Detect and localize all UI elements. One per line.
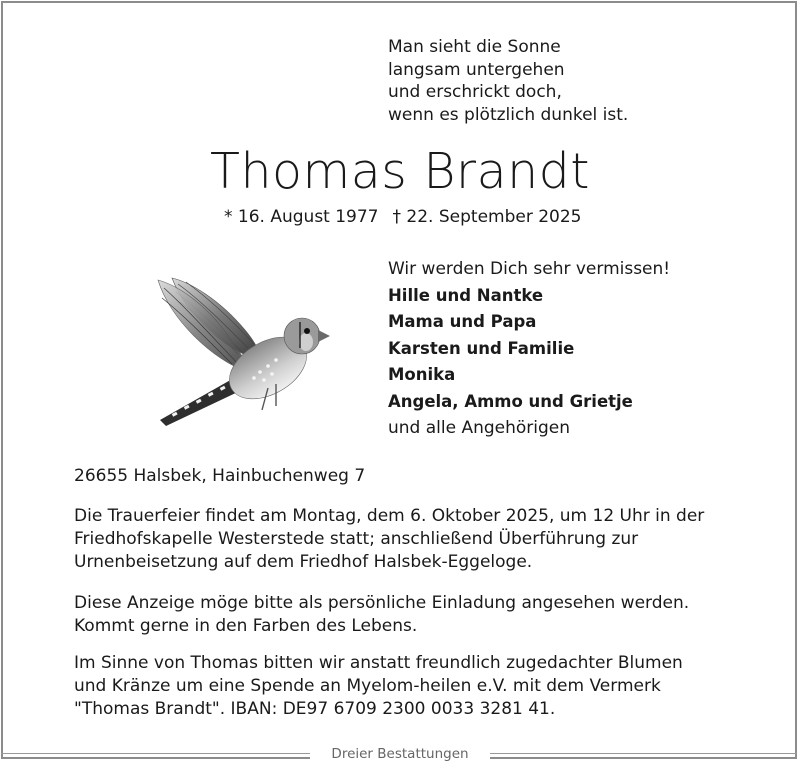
- mourner-name: Hille und Nantke: [388, 285, 544, 305]
- poem-line: und erschrickt doch,: [388, 82, 562, 102]
- mourners-list: [388, 256, 670, 442]
- paragraph-line: Friedhofskapelle Westerstede statt; anschließend Überführung zur: [74, 529, 639, 549]
- poem-line: Man sieht die Sonne: [388, 37, 561, 57]
- paragraph-line: Kommt gerne in den Farben des Lebens.: [74, 616, 418, 636]
- finch-bird-icon: [150, 260, 330, 435]
- mourner-name: Mama und Papa: [388, 312, 537, 331]
- poem: [388, 36, 628, 126]
- donation-paragraph: [74, 652, 683, 721]
- deceased-name: Thomas Brandt: [210, 143, 590, 200]
- mourners-intro: Wir werden Dich sehr vermissen!: [388, 259, 671, 279]
- mourners-closing: und alle Angehörigen: [388, 418, 571, 438]
- funeral-home-credit: Dreier Bestattungen: [310, 745, 490, 763]
- paragraph-line: Diese Anzeige möge bitte als persönliche Einladung angesehen werden.: [74, 593, 690, 613]
- mourner-name: Angela, Ammo und Grietje: [388, 391, 633, 411]
- paragraph-line: Im Sinne von Thomas bitten wir anstatt freundlich zugedachter Blumen: [74, 653, 683, 673]
- paragraph-line: Urnenbeisetzung auf dem Friedhof Halsbek-Eggeloge.: [74, 552, 533, 572]
- invitation-paragraph: [74, 592, 689, 638]
- poem-line: langsam untergehen: [388, 59, 565, 80]
- footer-divider: [483, 753, 797, 754]
- footer-divider: [1, 753, 317, 754]
- paragraph-line: Die Trauerfeier findet am Montag, dem 6. Oktober 2025, um 12 Uhr in der: [74, 506, 705, 526]
- life-dates: [224, 205, 582, 229]
- ceremony-paragraph: [74, 505, 704, 574]
- paragraph-line: "Thomas Brandt". IBAN: DE97 6709 2300 0033 3281 41.: [74, 699, 556, 719]
- mourner-name: Karsten und Familie: [388, 338, 575, 358]
- mourner-name: Monika: [388, 365, 456, 384]
- address: 26655 Halsbek, Hainbuchenweg 7: [74, 466, 366, 486]
- birth-date: * 16. August 1977: [224, 207, 379, 227]
- paragraph-line: und Kränze um eine Spende an Myelom-heilen e.V. mit dem Vermerk: [74, 676, 661, 696]
- death-date: † 22. September 2025: [392, 207, 582, 227]
- poem-line: wenn es plötzlich dunkel ist.: [388, 104, 629, 125]
